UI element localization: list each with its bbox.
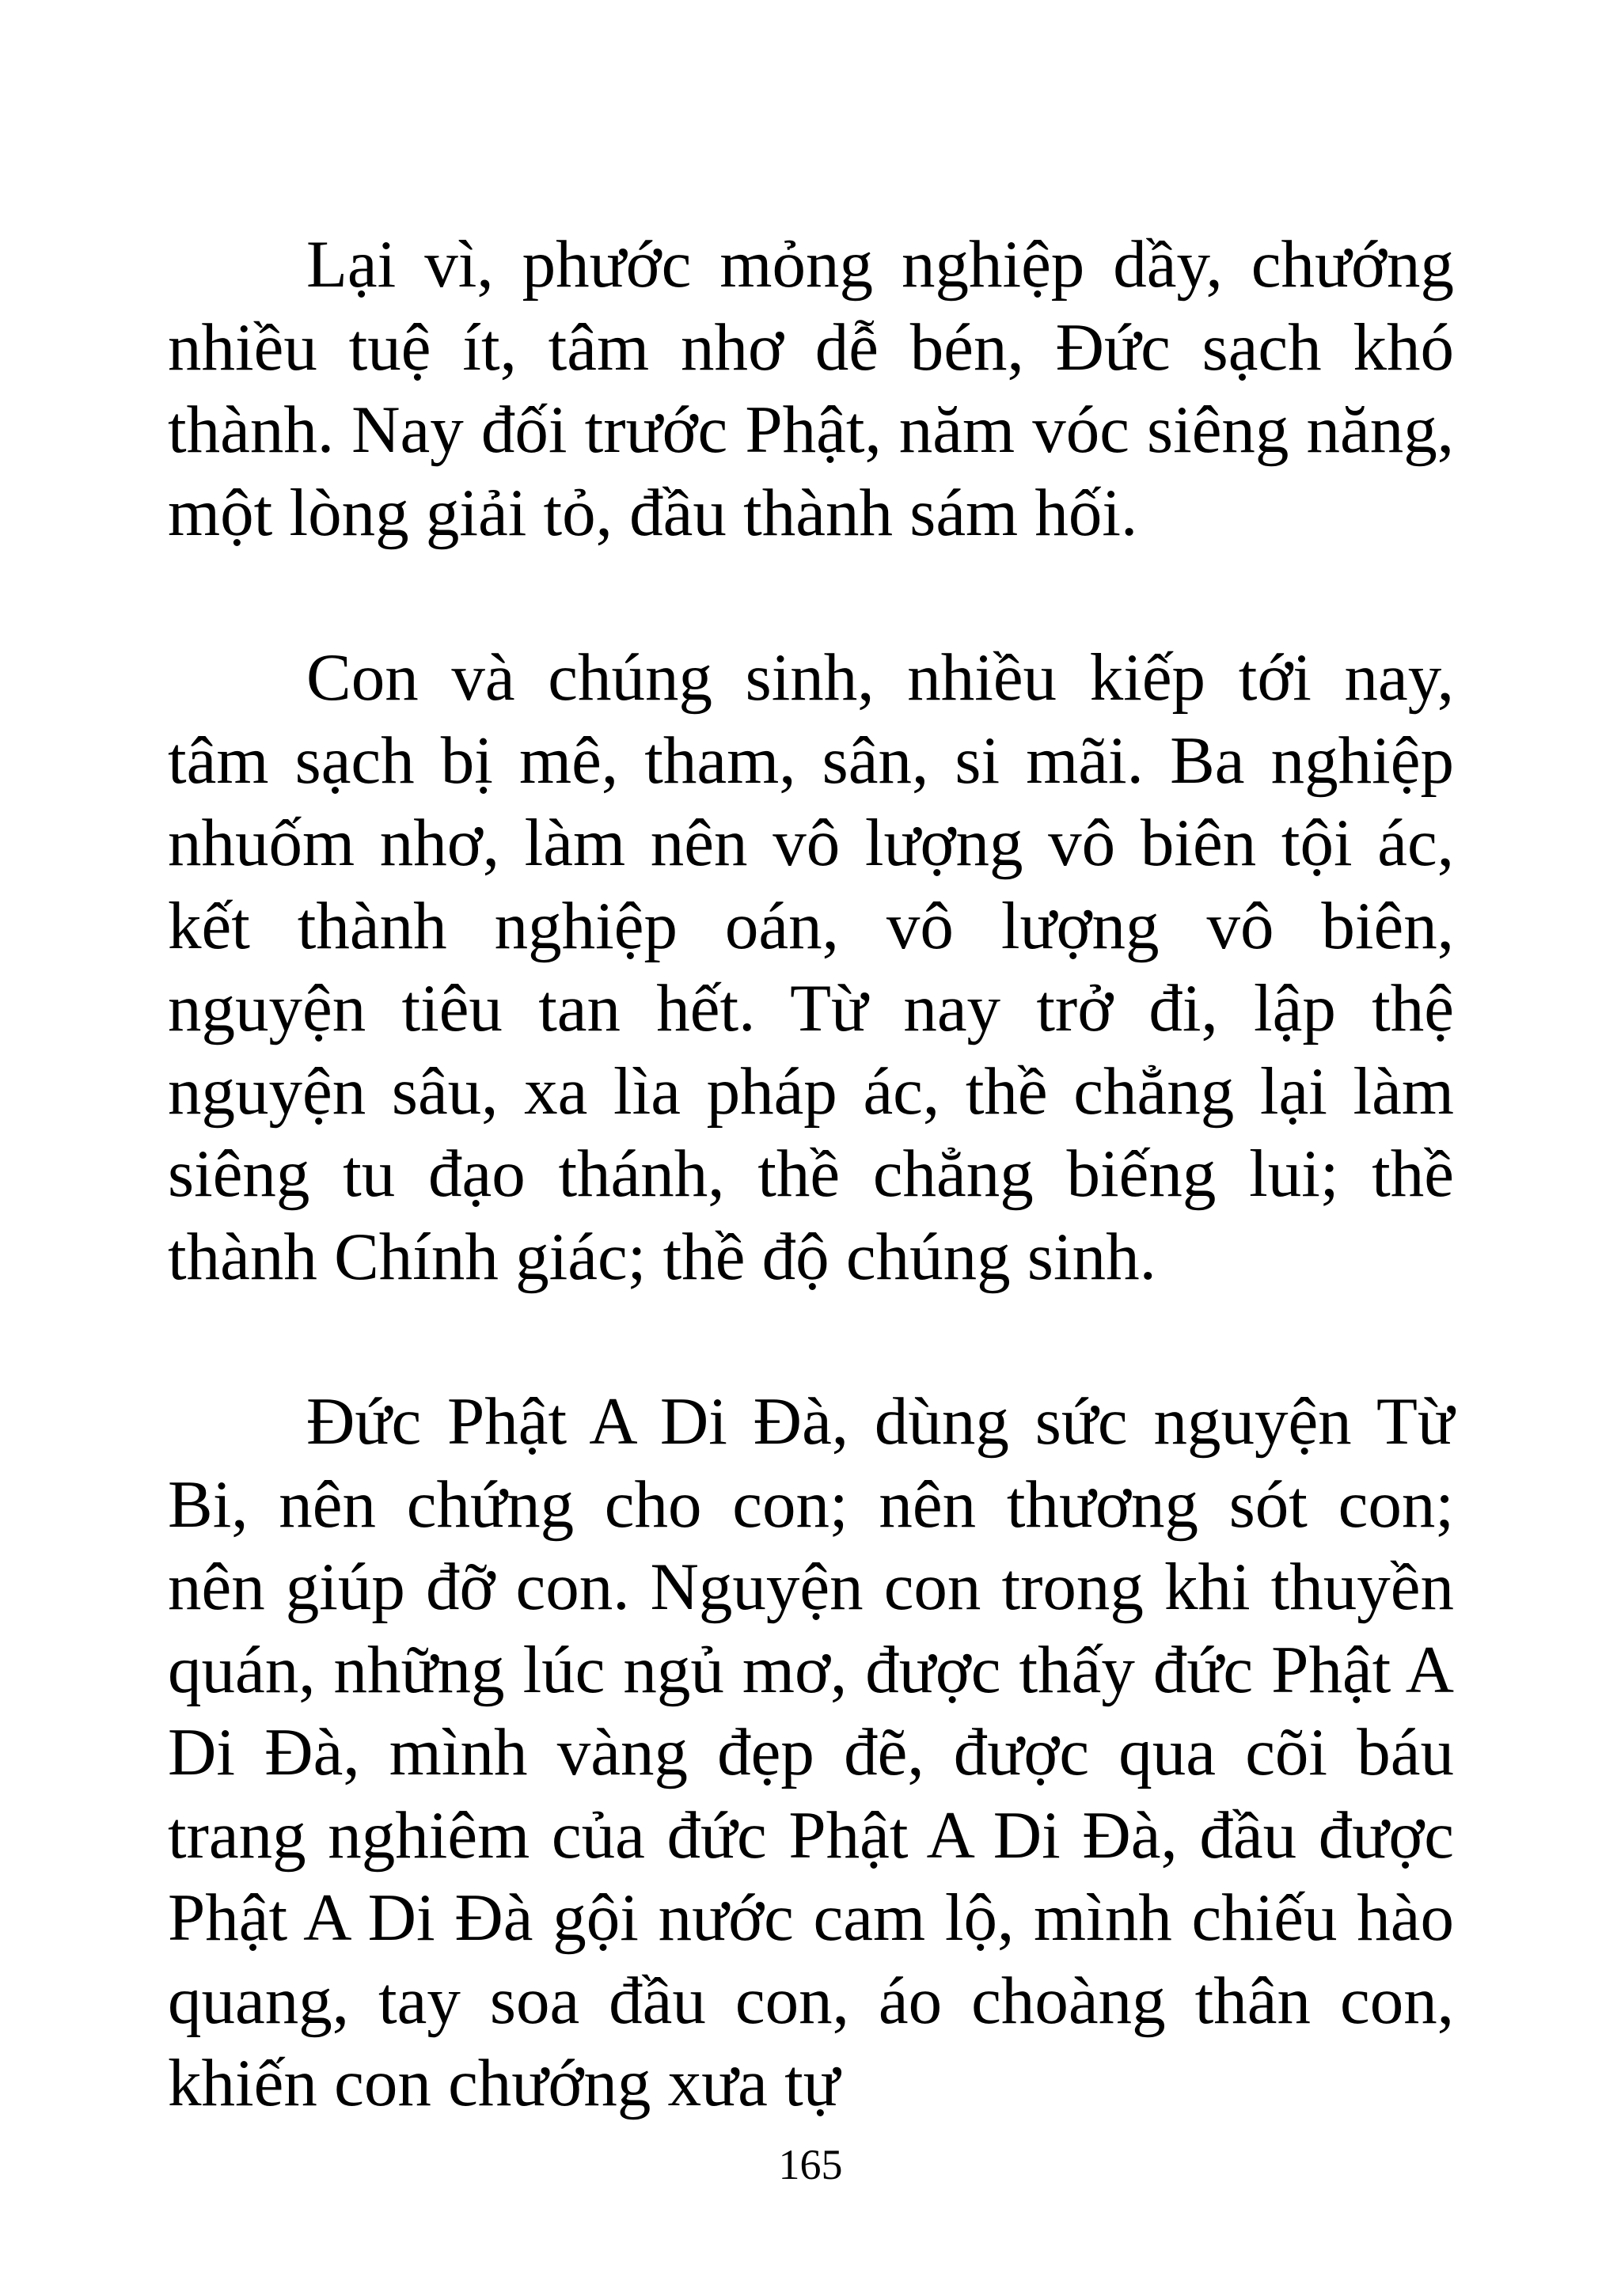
- paragraph-1: Lại vì, phước mỏng nghiệp dầy, chướng nhiều tuệ ít, tâm nhơ dễ bén, Đức sạch khó thành. Nay đối trước Phật, năm vóc siêng năng, một lòng giải tỏ, đầu thành sám hối.: [168, 227, 1454, 550]
- page-number: 165: [778, 2141, 843, 2188]
- body-text: [168, 223, 1454, 2125]
- paragraph-spacer: [168, 554, 1454, 636]
- paragraph-3: Đức Phật A Di Đà, dùng sức nguyện Từ Bi, nên chứng cho con; nên thương sót con; nên giúp đỡ con. Nguyện con trong khi thuyền quán, những lúc ngủ mơ, được thấy đức Phật A Di Đà, mình vàng đẹp đẽ, được qua cõi báu trang nghiêm của đức Phật A Di Đà, đầu được Phật A Di Đà gội nước cam lộ, mình chiếu hào quang, tay soa đầu con, áo choàng thân con, khiến con chướng xưa tự: [168, 1384, 1454, 2120]
- paragraph-2: Con và chúng sinh, nhiều kiếp tới nay, tâm sạch bị mê, tham, sân, si mãi. Ba nghiệp nhuốm nhơ, làm nên vô lượng vô biên tội ác, kết thành nghiệp oán, vô lượng vô biên, nguyện tiêu tan hết. Từ nay trở đi, lập thệ nguyện sâu, xa lìa pháp ác, thề chẳng lại làm siêng tu đạo thánh, thề chẳng biếng lui; thề thành Chính giác; thề độ chúng sinh.: [168, 640, 1454, 1294]
- paragraph-spacer: [168, 1298, 1454, 1380]
